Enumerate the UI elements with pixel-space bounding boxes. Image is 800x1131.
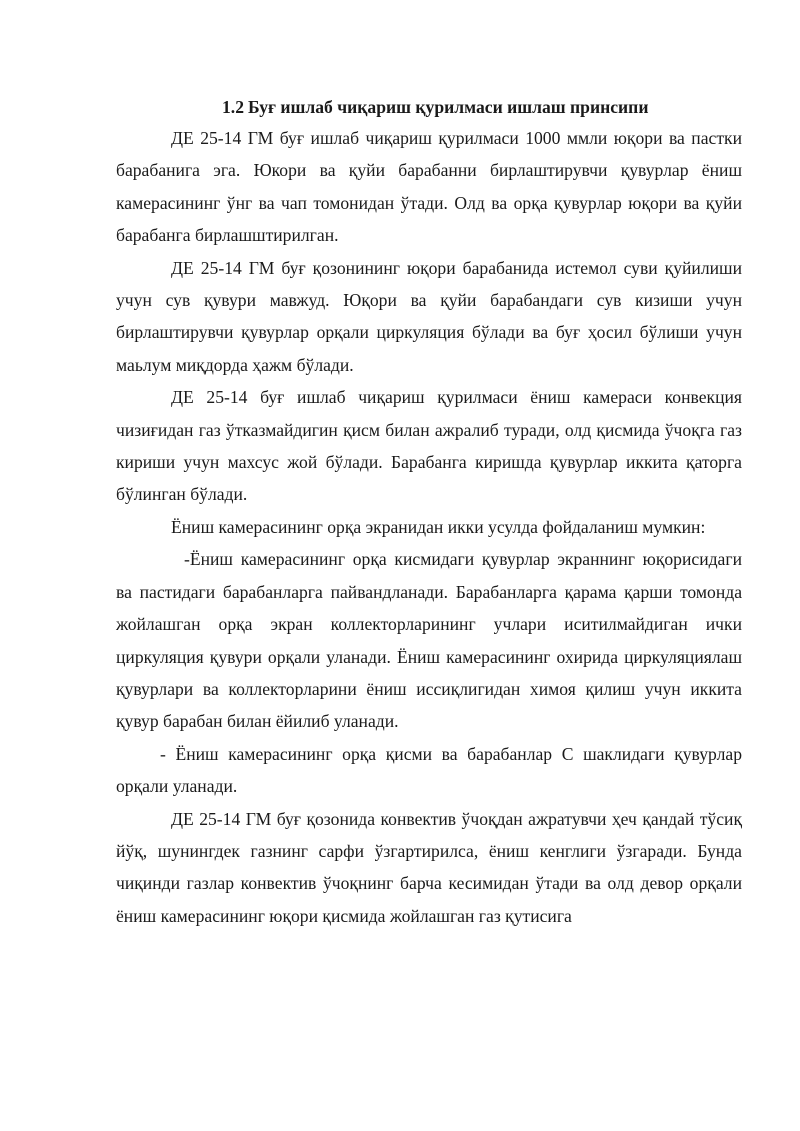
- paragraph-1: ДЕ 25-14 ГМ буғ ишлаб чиқариш қурилмаси 1000 ммли юқори ва пастки барабанига эга. Юкори ва қуйи барабанни бирлаштирувчи қувурлар ёниш камерасининг ўнг ва чап томонидан ўтади. Олд ва орқа қувурлар юқори ва қуйи барабанга бирлашштирилган.: [116, 128, 742, 246]
- paragraph-3: ДЕ 25-14 буғ ишлаб чиқариш қурилмаси ёниш камераси конвекция чизиғидан газ ўтказмайдигин қисм билан ажралиб туради, олд қисмида ўчоқга газ кириши учун махсус жой бўлади. Барабанга киришда қувурлар иккита қаторга бўлинган бўлади.: [116, 387, 742, 505]
- section-title: Буғ ишлаб чиқариш қурилмаси ишлаш принсипи: [248, 97, 649, 117]
- paragraph-5: ДЕ 25-14 ГМ буғ қозонида конвектив ўчоқдан ажратувчи ҳеч қандай тўсиқ йўқ, шунингдек газнинг сарфи ўзгартирилса, ёниш кенглиги ўзгаради. Бунда чиқинди газлар конвектив ўчоқнинг барча кесимидан ўтади ва олд девор орқали ёниш камерасининг юқори қисмида жойлашган газ қутисига: [116, 808, 742, 926]
- list-item-rear-pipes: -Ёниш камерасининг орқа кисмидаги қувурлар экраннинг юқорисидаги ва пастидаги барабанларга пайвандланади. Барабанларга қарама қарши томонда жойлашган орқа экран коллекторларининг учлари иситилмайдиган ички циркуляция қувури орқали уланади. Ёниш камерасининг охирида циркуляциялаш қувурлари ва коллекторларини ёниш иссиқлигидан химоя қилиш учун иккита қувур барабан билан ёйилиб уланади.: [116, 549, 742, 732]
- list-item-c-shaped-pipes: - Ёниш камерасининг орқа қисми ва барабанлар С шаклидаги қувурлар орқали уланади.: [116, 743, 742, 797]
- section-number: 1.2: [222, 97, 244, 117]
- page-content: [116, 92, 742, 932]
- paragraph-2: ДЕ 25-14 ГМ буғ қозонининг юқори барабанида истемол суви қуйилиши учун сув қувури мавжуд. Юқори ва қуйи барабандаги сув кизиши учун бирлаштирувчи қувурлар орқали циркуляция бўлади ва буғ ҳосил бўлиши учун маьлум миқдорда ҳажм бўлади.: [116, 257, 742, 375]
- paragraph-4: Ёниш камерасининг орқа экранидан икки усулда фойдаланиш мумкин:: [171, 516, 706, 537]
- section-heading: [116, 92, 742, 122]
